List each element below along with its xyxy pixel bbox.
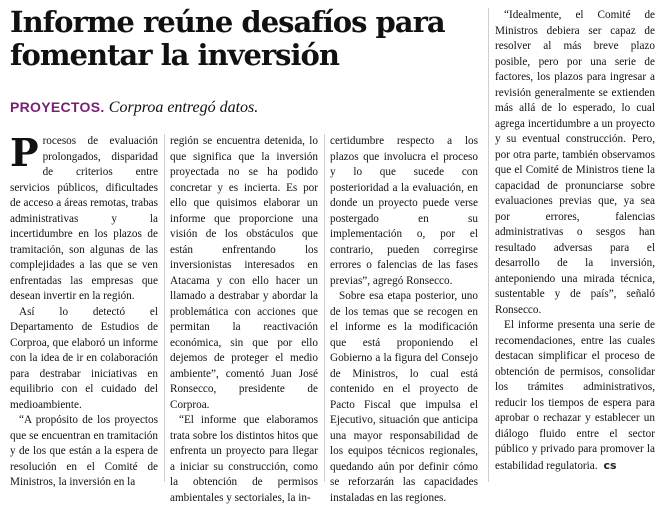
paragraph: certidumbre respecto a los plazos que involucra el proceso y lo que sucede con posterioridad a la evaluación, en donde un proyecto puede verse postergado en su implementación o, por el contrario, pueden corregirse errores o falencias de las fases previas”, agregó Ronsecco. (330, 135, 478, 287)
article-column-2 (170, 134, 318, 506)
drop-cap: P (10, 130, 39, 175)
paragraph: “Idealmente, el Comité de Ministros debiera ser capaz de resolver al más breve plazo posible, pero por una serie de factores, los plazos para ingresar a revisión generalmente se extienden más allá de lo esperado, lo cual agrega incertidumbre a un proyecto y su eventual construcción. Pero, por otra parte, también observamos que el Comité de Ministros tiene la capacidad de pronunciarse sobre evaluaciones previas que, ya sea por errores, falencias administrativas o sesgos han resultado adversas para el desarrollo de la inversión, anteponiendo una mirada técnica, sustentable y de país”, señaló Ronsecco. (495, 9, 655, 316)
paragraph-text: rocesos de evaluación prolongados, disparidad de criterios entre servicios públicos, dificultades de acceso a áreas remotas, trabas administrativas y la incertidumbre en los plazos de tramitación, son algunas de las complejidades a las que se ven enfrentadas las empresas que desean invertir en la región. (10, 135, 158, 302)
paragraph: región se encuentra detenida, lo que significa que la inversión proyectada no se ha podido concretar y es incierta. Es por ello que quisimos elaborar un informe que proporcione una visión de los obstáculos que están enfrentando los inversionistas interesados en Atacama y con ello hacer un llamado a destrabar y abordar la problemática con acciones que permitan la reactivación económica, sin que por ello dejemos de proteger el medio ambiente”, comentó Juan José Ronsecco, presidente de Corproa. (170, 135, 318, 411)
section-label: PROYECTOS. (10, 99, 105, 115)
paragraph (10, 130, 158, 305)
paragraph: Sobre esa etapa posterior, uno de los temas que se recogen en el informe es la modificación que está proponiendo el Gobierno a la figura del Consejo de Ministros, lo cual está contenido en el proyecto de Pacto Fiscal que impulsa el Ejecutivo, situación que anticipa una mayor responsabilidad de los equipos técnicos regionales, quedando aún por definir cómo se reforzarán las capacidades instaladas en las regiones. (330, 290, 478, 504)
column-divider (164, 134, 165, 482)
article-column-4 (495, 8, 655, 474)
paragraph: Así lo detectó el Departamento de Estudios de Corproa, que elaboró un informe con la idea de ir en colaboración para destrabar iniciativas en equilibrio con el cuidado del medioambiente. (10, 305, 158, 411)
paragraph: “A propósito de los proyectos que se encuentran en tramitación y de los que están a la espera de resolución en el Comité de Ministros, la inversión en la (10, 414, 158, 488)
article-kicker (10, 97, 480, 118)
column-divider (488, 8, 489, 482)
column-divider (324, 134, 325, 482)
paragraph: “El informe que elaboramos trata sobre los distintos hitos que enfrenta un proyecto para llegar a iniciar su construcción, como la obtención de permisos ambientales y sectoriales, la in- (170, 414, 318, 504)
paragraph-text: El informe presenta una serie de recomendaciones, entre las cuales destacan simplificar el proceso de obtención de permisos, consolidar los trámites administrativos, reducir los tiempos de espera para aprobar o rechazar y establecer un diálogo fluido entre el sector público y privado para promover la estabilidad regulatoria. (495, 319, 655, 472)
end-mark-icon: cs (603, 458, 617, 472)
kicker-lead: Corproa entregó datos. (108, 99, 259, 116)
article-headline: Informe reúne desafíos para fomentar la inversión (10, 5, 445, 72)
article-column-1 (10, 130, 158, 491)
paragraph (495, 318, 655, 474)
article-column-3 (330, 134, 478, 506)
